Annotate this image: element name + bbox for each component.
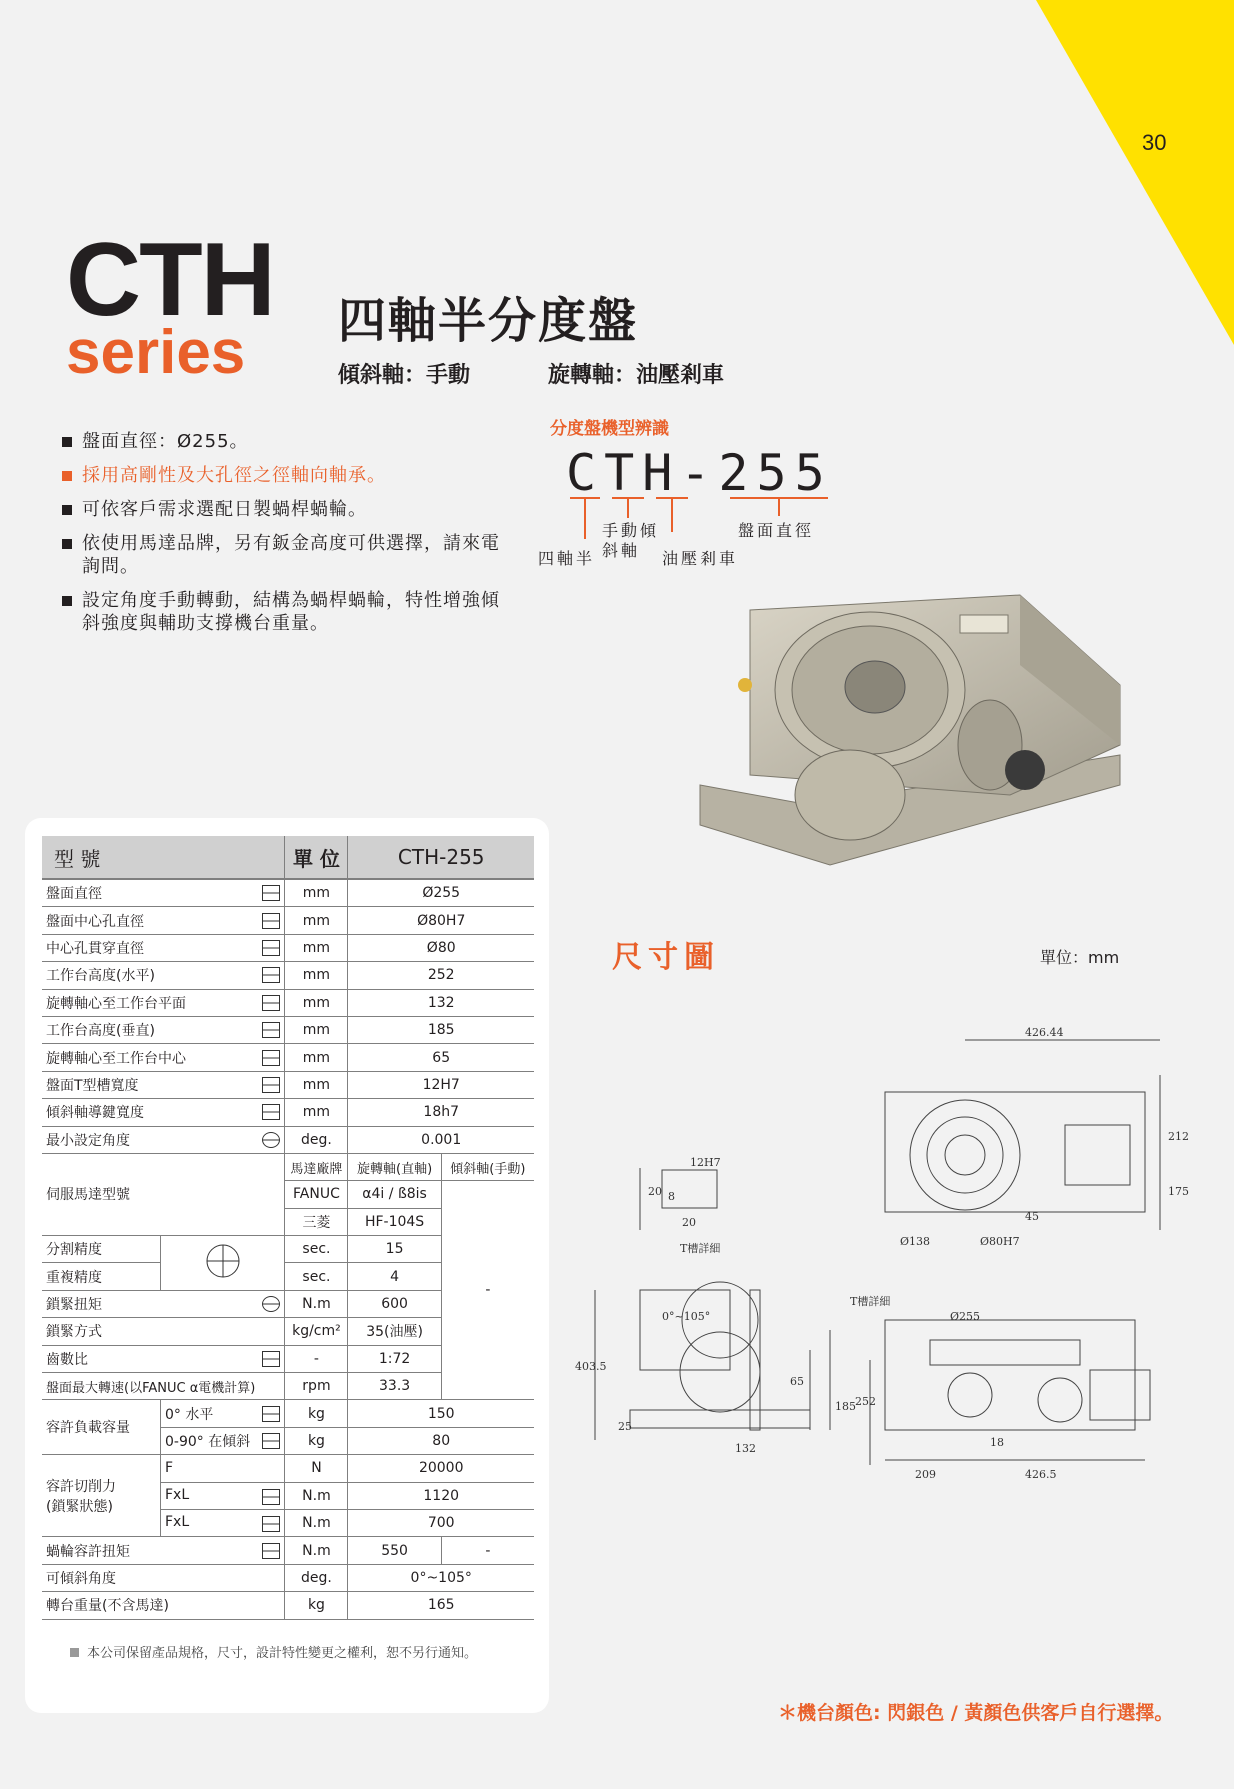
feature-item: 盤面直徑：Ø255。 [62, 430, 502, 453]
spec-icon [262, 940, 280, 956]
dial-icon [203, 1241, 243, 1281]
table-row: 鎖緊方式 kg/cm² 35(油壓) [42, 1318, 534, 1345]
dim-text: 212 [1168, 1130, 1189, 1143]
dim-text: 252 [855, 1395, 876, 1408]
color-note: ＊機台顏色: 閃銀色 / 黃顏色供客戶自行選擇。 [778, 1702, 1174, 1724]
dim-text: 175 [1168, 1185, 1189, 1198]
table-row: FANUC α4i / ß8is - [42, 1181, 534, 1208]
dim-text: 65 [790, 1375, 804, 1388]
dim-text: 185 [835, 1400, 856, 1413]
page-title: 四軸半分度盤 [338, 293, 639, 349]
label-hydraulic: 油壓剎車 [662, 549, 739, 568]
header-value: CTH-255 [348, 836, 534, 879]
table-row: FxL N.m 1120 [42, 1482, 534, 1509]
spec-icon [262, 967, 280, 983]
subtitle-rotate: 旋轉軸：油壓剎車 [548, 363, 725, 388]
spec-icon [262, 1104, 280, 1120]
table-row: 工作台高度(水平) mm 252 [42, 962, 534, 989]
feature-item: 依使用馬達品牌，另有鈑金高度可供選擇，請來電詢問。 [62, 532, 502, 578]
table-row: 伺服馬達型號 馬達廠牌 旋轉軸(直軸) 傾斜軸(手動) [42, 1153, 534, 1180]
spec-icon [262, 1489, 280, 1505]
dim-text: 403.5 [575, 1360, 607, 1373]
label-manual-tilt-1: 手動傾 [602, 521, 660, 540]
dim-text: 0°~105° [662, 1310, 711, 1323]
dim-text: 18 [990, 1436, 1004, 1449]
table-row: FxL N.m 700 [42, 1509, 534, 1536]
table-row: 蝸輪容許扭矩 N.m 550 - [42, 1537, 534, 1564]
table-row: 中心孔貫穿直徑 mm Ø80 [42, 934, 534, 961]
subtitle-tilt: 傾斜軸：手動 [338, 363, 471, 388]
table-row: 盤面最大轉速(以FANUC α電機計算) rpm 33.3 [42, 1373, 534, 1400]
dim-text: 20 [682, 1216, 696, 1229]
table-row: 三菱 HF-104S [42, 1208, 534, 1235]
product-photo [690, 595, 1130, 870]
dim-text: Ø138 [900, 1235, 931, 1248]
table-row: 轉台重量(不含馬達) kg 165 [42, 1592, 534, 1619]
dimension-title: 尺寸圖 [612, 940, 720, 975]
spec-icon [262, 885, 280, 901]
table-row: 容許負載容量 0° 水平 kg 150 [42, 1400, 534, 1427]
spec-icon [262, 1543, 280, 1559]
table-row: 盤面直徑 mm Ø255 [42, 879, 534, 907]
header-model: 型 號 [42, 836, 285, 879]
feature-item: 採用高剛性及大孔徑之徑軸向軸承。 [62, 464, 502, 487]
page-number: 30 [1142, 130, 1167, 155]
table-row: 0-90° 在傾斜 kg 80 [42, 1427, 534, 1454]
table-row: 最小設定角度 deg. 0.001 [42, 1126, 534, 1153]
feature-item: 設定角度手動轉動，結構為蝸桿蝸輪，特性增強傾斜強度與輔助支撐機台重量。 [62, 589, 502, 635]
spec-icon [262, 1433, 280, 1449]
dim-text: 209 [915, 1468, 936, 1481]
spec-icon [262, 995, 280, 1011]
dim-text: T槽詳細 [680, 1242, 721, 1255]
dim-text: 132 [735, 1442, 756, 1455]
dim-text: Ø80H7 [980, 1235, 1020, 1248]
dim-text: 426.44 [1025, 1026, 1064, 1039]
spec-icon [262, 1351, 280, 1367]
spec-icon [262, 1296, 280, 1312]
spec-icon [262, 1132, 280, 1148]
spec-icon [262, 1022, 280, 1038]
unit-label: 單位：mm [1040, 948, 1120, 967]
label-four-half: 四軸半 [538, 549, 596, 568]
spec-icon [262, 1050, 280, 1066]
feature-item: 可依客戶需求選配日製蝸桿蝸輪。 [62, 498, 502, 521]
brand-series: series [66, 318, 246, 387]
spec-icon [262, 1516, 280, 1532]
table-row: 可傾斜角度 deg. 0°~105° [42, 1564, 534, 1591]
table-row: 容許切削力 (鎖緊狀態) F N 20000 [42, 1455, 534, 1482]
table-row: 盤面T型槽寬度 mm 12H7 [42, 1071, 534, 1098]
dim-text: T槽詳細 [850, 1295, 891, 1308]
feature-list [62, 430, 502, 646]
dim-text: 25 [618, 1420, 632, 1433]
table-row: 齒數比 - 1:72 [42, 1345, 534, 1372]
dim-text: 45 [1025, 1210, 1039, 1223]
table-row: 盤面中心孔直徑 mm Ø80H7 [42, 907, 534, 934]
disclaimer-note: 本公司保留產品規格，尺寸，設計特性變更之權利，恕不另行通知。 [70, 1642, 477, 1661]
table-row: 傾斜軸導鍵寬度 mm 18h7 [42, 1099, 534, 1126]
table-row: 分割精度 sec. 15 [42, 1236, 534, 1263]
label-manual-tilt-2: 斜軸 [602, 541, 641, 560]
dim-text: 426.5 [1025, 1468, 1057, 1481]
spec-icon [262, 913, 280, 929]
dim-text: 20 [648, 1185, 662, 1198]
table-row: 旋轉軸心至工作台平面 mm 132 [42, 989, 534, 1016]
label-diameter: 盤面直徑 [738, 521, 815, 540]
brand-title: CTH [66, 222, 274, 338]
model-id-title: 分度盤機型辨識 [550, 419, 669, 439]
spec-table [42, 836, 534, 1620]
dim-text: 12H7 [690, 1156, 721, 1169]
table-row: 重複精度 sec. 4 [42, 1263, 534, 1290]
spec-icon [262, 1406, 280, 1422]
table-row: 鎖緊扭矩 N.m 600 [42, 1290, 534, 1317]
table-row: 工作台高度(垂直) mm 185 [42, 1016, 534, 1043]
dim-text: 8 [668, 1190, 675, 1203]
dim-text: Ø255 [950, 1310, 981, 1323]
dimension-drawing [570, 1020, 1189, 1490]
table-row: 旋轉軸心至工作台中心 mm 65 [42, 1044, 534, 1071]
model-code: CTH-255 [566, 444, 833, 502]
header-unit: 單 位 [285, 836, 348, 879]
spec-icon [262, 1077, 280, 1093]
